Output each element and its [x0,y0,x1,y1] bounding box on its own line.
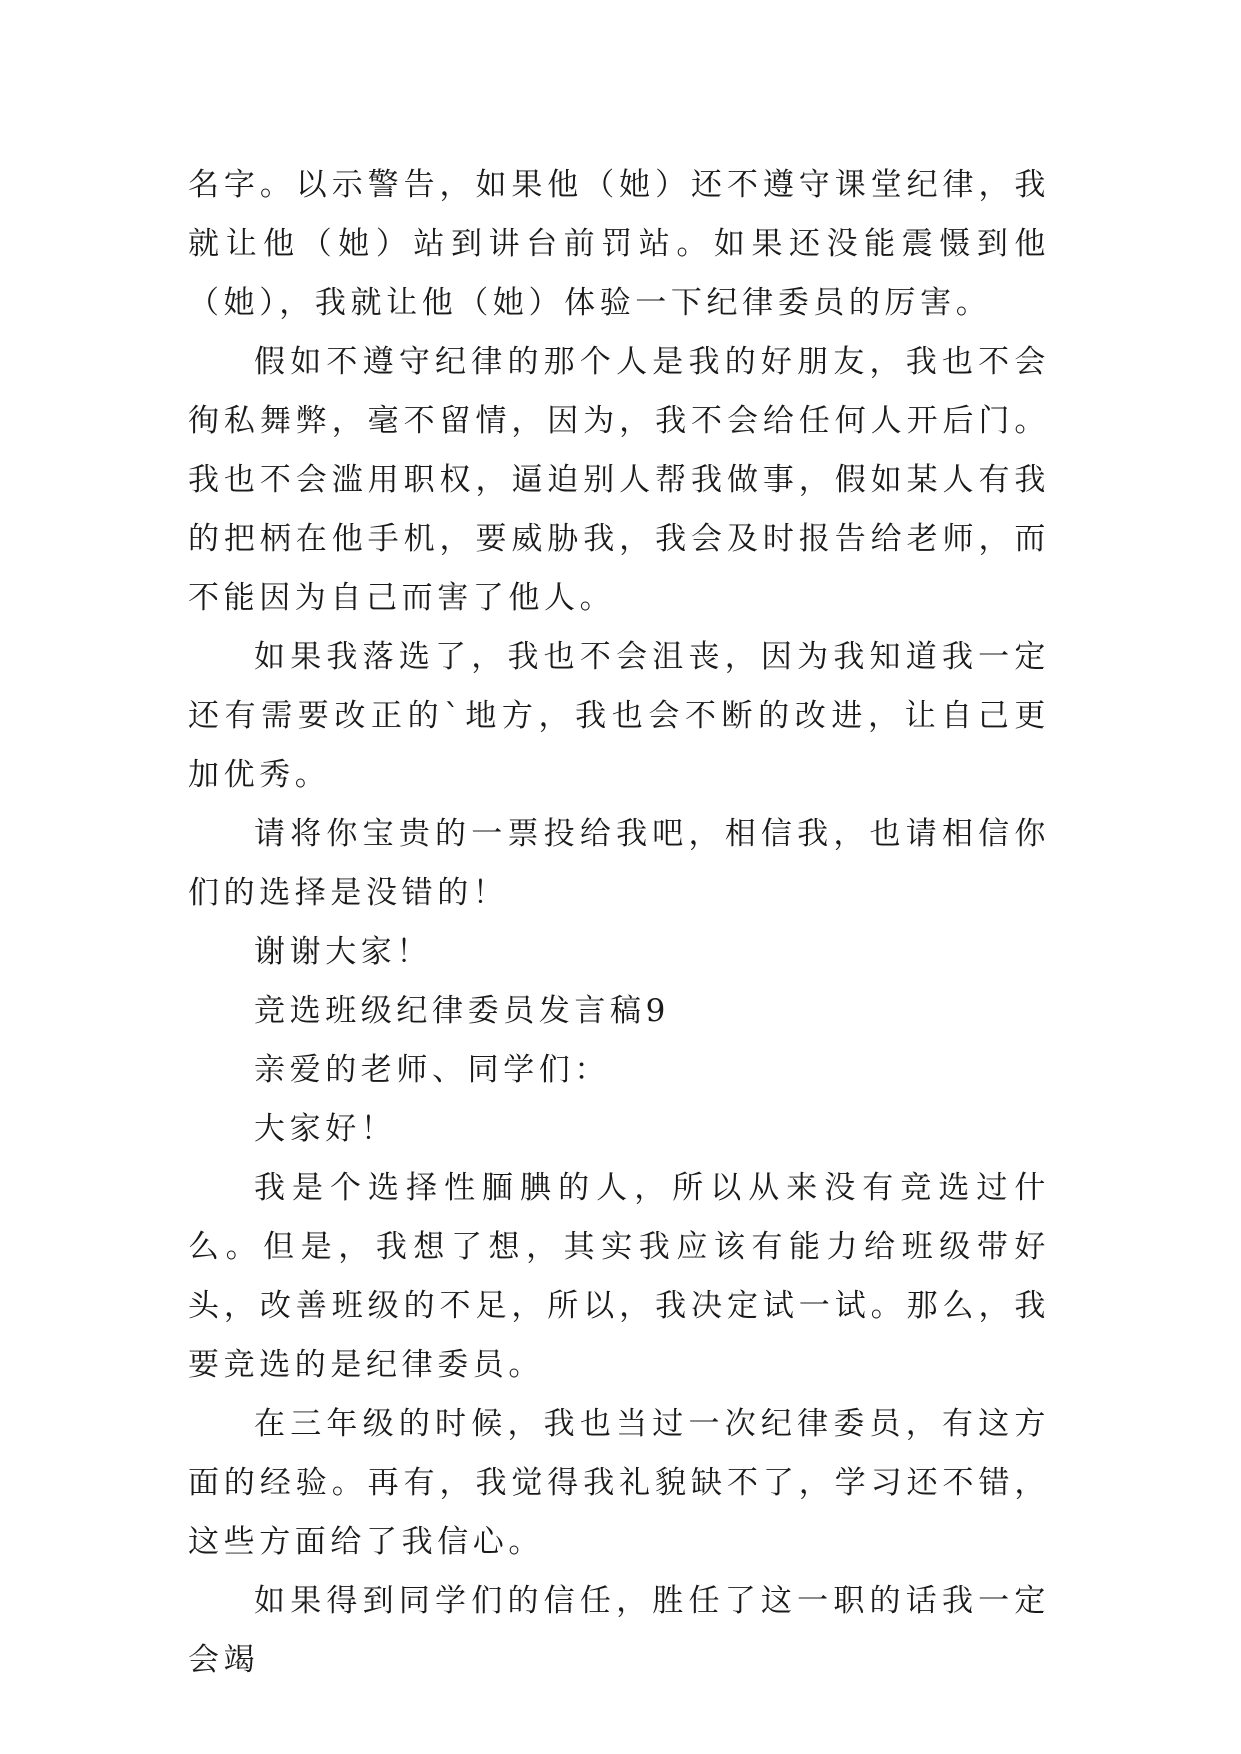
section-title: 竞选班级纪律委员发言稿9 [254,993,670,1029]
document-body [188,156,1050,1690]
paragraph-vote-request: 请将你宝贵的一票投给我吧，相信我，也请相信你们的选择是没错的！ [188,816,1050,911]
paragraph-introduction: 我是个选择性腼腆的人，所以从来没有竞选过什么。但是，我想了想，其实我应该有能力给班级带好头，改善班级的不足，所以，我决定试一试。那么，我要竞选的是纪律委员。 [188,1170,1050,1383]
paragraph-continuation: 名字。以示警告，如果他（她）还不遵守课堂纪律，我就让他（她）站到讲台前罚站。如果还没能震慑到他（她），我就让他（她）体验一下纪律委员的厉害。 [188,167,1050,321]
paragraph-thanks: 谢谢大家！ [254,934,432,970]
greeting: 大家好！ [254,1111,397,1147]
salutation: 亲爱的老师、同学们： [254,1052,610,1088]
paragraph-no-favoritism: 假如不遵守纪律的那个人是我的好朋友，我也不会徇私舞弊，毫不留情，因为，我不会给任何人开后门。我也不会滥用职权，逼迫别人帮我做事，假如某人有我的把柄在他手机，要威胁我，我会及时报告给老师，而不能因为自己而害了他人。 [188,344,1050,616]
paragraph-commitment: 如果得到同学们的信任，胜任了这一职的话我一定会竭 [188,1583,1050,1678]
paragraph-if-not-elected: 如果我落选了，我也不会沮丧，因为我知道我一定还有需要改正的`地方，我也会不断的改进，让自己更加优秀。 [188,639,1050,793]
paragraph-experience: 在三年级的时候，我也当过一次纪律委员，有这方面的经验。再有，我觉得我礼貌缺不了，学习还不错，这些方面给了我信心。 [188,1406,1050,1560]
